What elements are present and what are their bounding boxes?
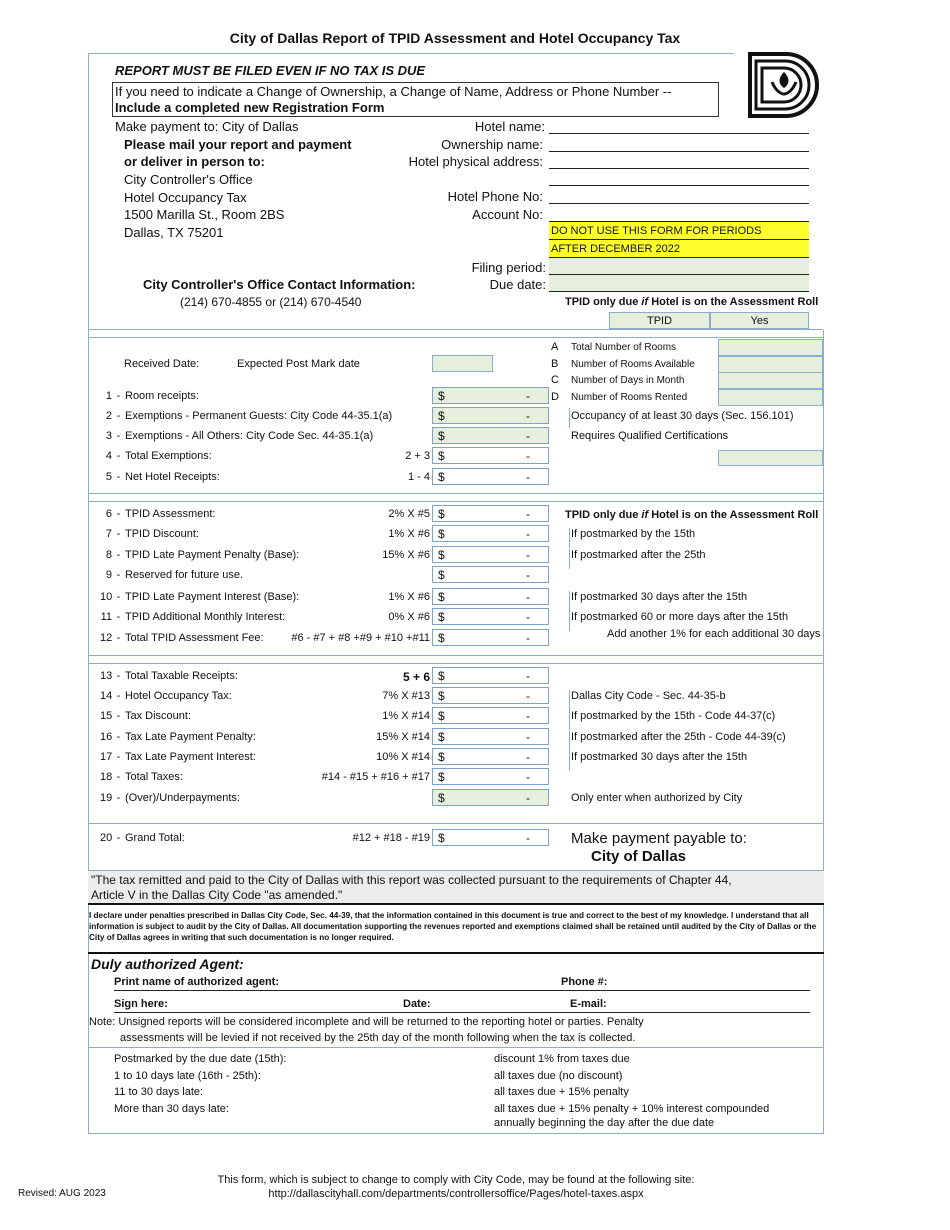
must-file-notice: REPORT MUST BE FILED EVEN IF NO TAX IS DUE xyxy=(115,63,426,78)
amount-field[interactable] xyxy=(432,387,549,404)
amount-field[interactable] xyxy=(432,789,549,806)
tpid-roll-heading-2: TPID only due if Hotel is on the Assessment Roll xyxy=(565,509,819,521)
line-note: Dallas City Code - Sec. 44-35-b xyxy=(571,690,726,702)
line-note: Requires Qualified Certifications xyxy=(571,430,729,442)
amount-field[interactable] xyxy=(432,588,549,605)
declaration-text: I declare under penalties prescribed in Dallas City Code, Sec. 44-39, that the information contained in this document is true and correct to the best of my knowledge. I understand that all information is subject to audit by the City of Dallas. All documentation supporting the revenues reported and exemptions claimed shall be retained until audited by the City of Dallas or the City of Dallas agrees in writing that such documentation is no longer required. xyxy=(89,911,817,942)
currency-sign: $ xyxy=(438,770,445,784)
room-label: Number of Days in Month xyxy=(571,375,685,386)
currency-sign: $ xyxy=(438,791,445,805)
physical-address-label: Hotel physical address: xyxy=(408,154,543,169)
schedule-when: Postmarked by the due date (15th): xyxy=(114,1053,287,1065)
amount-value: - xyxy=(526,527,530,541)
line-dash: - xyxy=(116,410,121,422)
line-dash: - xyxy=(116,591,121,603)
line-dash: - xyxy=(116,731,121,743)
line-label: Reserved for future use. xyxy=(125,569,244,581)
sign-here-label: Sign here: xyxy=(114,998,168,1010)
filing-period-field[interactable] xyxy=(549,258,809,275)
line-formula: 1% X #6 xyxy=(388,591,430,603)
schedule-what: all taxes due + 15% penalty + 10% interest compounded xyxy=(494,1103,770,1115)
line-dash: - xyxy=(116,528,121,540)
amount-field[interactable] xyxy=(432,748,549,765)
warning-line2: AFTER DECEMBER 2022 xyxy=(549,240,809,258)
amount-value: - xyxy=(526,507,530,521)
line-number: 10 xyxy=(100,591,113,603)
line-dash: - xyxy=(116,471,121,483)
line-number: 19 xyxy=(100,792,113,804)
amount-value: - xyxy=(526,429,530,443)
hotel-phone-label: Hotel Phone No: xyxy=(447,189,543,204)
amount-field[interactable] xyxy=(432,829,549,846)
amount-field[interactable] xyxy=(432,525,549,542)
line-number: 4 xyxy=(105,450,112,462)
line-label: Hotel Occupancy Tax: xyxy=(125,690,232,702)
line-number: 6 xyxy=(105,508,112,520)
line-item xyxy=(100,670,238,682)
line-number: 14 xyxy=(100,690,113,702)
line-number: 9 xyxy=(105,569,112,581)
line-number: 1 xyxy=(105,390,112,402)
account-no-label: Account No: xyxy=(472,207,543,222)
amount-field[interactable] xyxy=(432,468,549,485)
line-label: Total TPID Assessment Fee: xyxy=(125,632,264,644)
line-dash: - xyxy=(116,690,121,702)
line-dash: - xyxy=(116,569,121,581)
line-item xyxy=(100,471,220,483)
room-field[interactable] xyxy=(718,389,823,406)
line-dash: - xyxy=(116,771,121,783)
line-item xyxy=(100,569,243,581)
line-formula: #12 + #18 - #19 xyxy=(352,832,430,844)
currency-sign: $ xyxy=(438,429,445,443)
hotel-phone-field[interactable] xyxy=(549,203,809,204)
line-item xyxy=(100,611,285,623)
currency-sign: $ xyxy=(438,631,445,645)
tpid-roll-heading: TPID only due if Hotel is on the Assessment Roll xyxy=(565,296,819,308)
line-note: If postmarked 60 or more days after the 15th xyxy=(571,611,789,623)
city-of-dallas-logo-icon xyxy=(748,52,822,118)
received-date-field[interactable] xyxy=(432,355,493,372)
remit-line2: Article V in the Dallas City Code "as amended." xyxy=(91,888,343,902)
line-formula: 10% X #14 xyxy=(376,751,430,763)
line-label: Grand Total: xyxy=(125,832,185,844)
currency-sign: $ xyxy=(438,831,445,845)
line-item xyxy=(100,771,183,783)
tpid-value-cell[interactable]: Yes xyxy=(710,312,809,329)
schedule-what: all taxes due (no discount) xyxy=(494,1070,623,1082)
mail-line2: or deliver in person to: xyxy=(124,154,265,169)
line-label: (Over)/Underpayments: xyxy=(125,792,240,804)
currency-sign: $ xyxy=(438,507,445,521)
change-notice-box xyxy=(112,82,719,117)
ownership-name-field[interactable] xyxy=(549,151,809,152)
agent-heading: Duly authorized Agent: xyxy=(91,956,244,972)
line-item xyxy=(100,792,240,804)
line-formula: 5 + 6 xyxy=(402,670,430,684)
line-label: Total Exemptions: xyxy=(125,450,212,462)
line-note: If postmarked 30 days after the 15th xyxy=(571,591,748,603)
physical-address-field-2[interactable] xyxy=(549,185,809,186)
line-label: Tax Late Payment Penalty: xyxy=(125,731,256,743)
line-dash: - xyxy=(116,430,121,442)
line-label: Tax Late Payment Interest: xyxy=(125,751,256,763)
line-formula: 1% X #14 xyxy=(382,710,430,722)
line-item xyxy=(100,528,199,540)
amount-value: - xyxy=(526,409,530,423)
line-note: If postmarked 30 days after the 15th xyxy=(571,751,748,763)
payable-line2: City of Dallas xyxy=(591,848,687,865)
remit-line1: "The tax remitted and paid to the City of Dallas with this report was collected pursuant to the requirements of Chapter 44, xyxy=(91,873,732,887)
amount-value: - xyxy=(526,389,530,403)
currency-sign: $ xyxy=(438,568,445,582)
line-formula: 1% X #6 xyxy=(388,528,430,540)
currency-sign: $ xyxy=(438,669,445,683)
due-date-field[interactable] xyxy=(549,275,809,292)
amount-value: - xyxy=(526,831,530,845)
room-letter: D xyxy=(551,391,559,403)
note-12: Add another 1% for each additional 30 days xyxy=(607,628,821,640)
room-field[interactable] xyxy=(718,372,823,389)
line-number: 5 xyxy=(105,471,112,483)
make-payment-to: Make payment to: City of Dallas xyxy=(115,119,299,134)
amount-field[interactable] xyxy=(432,407,549,424)
line-formula: #14 - #15 + #16 + #17 xyxy=(321,771,430,783)
line-number: 18 xyxy=(100,771,113,783)
room-letter: B xyxy=(551,358,559,370)
line-item xyxy=(100,731,256,743)
line-note: If postmarked after the 25th xyxy=(571,549,706,561)
line-dash: - xyxy=(116,670,121,682)
revised-date: Revised: AUG 2023 xyxy=(18,1188,106,1199)
currency-sign: $ xyxy=(438,730,445,744)
line-formula: 15% X #6 xyxy=(382,549,430,561)
line-formula: 7% X #13 xyxy=(382,690,430,702)
line-item xyxy=(100,450,212,462)
amount-field[interactable] xyxy=(432,728,549,745)
warning-line1: DO NOT USE THIS FORM FOR PERIODS xyxy=(549,222,809,240)
print-name-label: Print name of authorized agent: xyxy=(114,976,280,988)
payable-line1: Make payment payable to: xyxy=(571,830,747,847)
room-letter: A xyxy=(551,341,559,353)
amount-value: - xyxy=(526,631,530,645)
amount-value: - xyxy=(526,750,530,764)
line-label: Exemptions - All Others: City Code Sec. 44-35.1(a) xyxy=(125,430,374,442)
line-number: 20 xyxy=(100,832,113,844)
room-label: Number of Rooms Rented xyxy=(571,392,688,403)
schedule-what-cont: annually beginning the day after the due date xyxy=(494,1117,715,1129)
amount-field[interactable] xyxy=(432,707,549,724)
contact-heading: City Controller's Office Contact Information: xyxy=(143,277,416,292)
amount-value: - xyxy=(526,449,530,463)
line-formula: 2% X #5 xyxy=(388,508,430,520)
line-number: 2 xyxy=(105,410,112,422)
filing-period-label: Filing period: xyxy=(471,260,546,275)
contact-phones: (214) 670-4855 or (214) 670-4540 xyxy=(180,295,362,309)
line-dash: - xyxy=(116,632,121,644)
line-number: 15 xyxy=(100,710,113,722)
hotel-name-label: Hotel name: xyxy=(474,119,545,134)
amount-value: - xyxy=(526,791,530,805)
line-note: If postmarked by the 15th xyxy=(571,528,696,540)
amount-value: - xyxy=(526,590,530,604)
amount-field[interactable] xyxy=(432,629,549,646)
line-formula: 0% X #6 xyxy=(388,611,430,623)
amount-field[interactable] xyxy=(432,447,549,464)
line-label: Total Taxes: xyxy=(125,771,183,783)
room-label: Number of Rooms Available xyxy=(571,359,695,370)
address-line1: City Controller's Office xyxy=(124,172,253,187)
amount-field[interactable] xyxy=(432,505,549,522)
line-dash: - xyxy=(116,751,121,763)
line-label: TPID Additional Monthly Interest: xyxy=(125,611,286,623)
line-formula: 15% X #14 xyxy=(376,731,430,743)
line-note: Occupancy of at least 30 days (Sec. 156.101) xyxy=(571,410,794,422)
currency-sign: $ xyxy=(438,389,445,403)
phone-label: Phone #: xyxy=(561,976,608,988)
line-dash: - xyxy=(116,710,121,722)
line-number: 13 xyxy=(100,670,113,682)
currency-sign: $ xyxy=(438,750,445,764)
exemption-aux-field[interactable] xyxy=(718,450,823,466)
line-item xyxy=(100,710,191,722)
amount-value: - xyxy=(526,568,530,582)
date-label: Date: xyxy=(403,998,431,1010)
line-label: TPID Late Payment Interest (Base): xyxy=(125,591,300,603)
line-number: 3 xyxy=(105,430,112,442)
line-label: Room receipts: xyxy=(125,390,199,402)
line-item xyxy=(100,508,215,520)
line-dash: - xyxy=(116,611,121,623)
amount-field[interactable] xyxy=(432,687,549,704)
line-note: If postmarked by the 15th - Code 44-37(c) xyxy=(571,710,776,722)
note-line2: assessments will be levied if not received by the 25th day of the month following when the tax is collected. xyxy=(120,1032,636,1044)
amount-field[interactable] xyxy=(432,427,549,444)
schedule-when: 11 to 30 days late: xyxy=(114,1086,204,1098)
line-label: Total Taxable Receipts: xyxy=(125,670,238,682)
mail-line1: Please mail your report and payment xyxy=(124,137,352,152)
amount-field[interactable] xyxy=(432,546,549,563)
line-number: 17 xyxy=(100,751,113,763)
line-number: 12 xyxy=(100,632,113,644)
amount-field[interactable] xyxy=(432,608,549,625)
line-dash: - xyxy=(116,390,121,402)
currency-sign: $ xyxy=(438,590,445,604)
schedule-what: discount 1% from taxes due xyxy=(494,1053,630,1065)
physical-address-field[interactable] xyxy=(549,168,809,169)
amount-value: - xyxy=(526,548,530,562)
tpid-label-cell: TPID xyxy=(609,312,710,329)
line-label: TPID Discount: xyxy=(125,528,199,540)
page-title: City of Dallas Report of TPID Assessment and Hotel Occupancy Tax xyxy=(229,30,681,46)
line-label: TPID Late Payment Penalty (Base): xyxy=(125,549,300,561)
expected-postmark-label: Expected Post Mark date xyxy=(237,358,360,370)
due-date-label: Due date: xyxy=(489,277,546,292)
line-item xyxy=(100,632,264,644)
amount-value: - xyxy=(526,709,530,723)
line-item xyxy=(100,410,392,422)
amount-value: - xyxy=(526,669,530,683)
address-line3: 1500 Marilla St., Room 2BS xyxy=(124,207,285,222)
footer-url[interactable]: http://dallascityhall.com/departments/controllersoffice/Pages/hotel-taxes.aspx xyxy=(268,1188,644,1200)
amount-value: - xyxy=(526,470,530,484)
note-line1: Note: Unsigned reports will be considered incomplete and will be returned to the reporting hotel or parties. Penalty xyxy=(89,1016,644,1028)
amount-field[interactable] xyxy=(432,667,549,684)
hotel-name-field[interactable] xyxy=(549,133,809,134)
signature-field[interactable] xyxy=(114,1012,810,1013)
line-dash: - xyxy=(116,549,121,561)
line-number: 7 xyxy=(105,528,112,540)
address-line2: Hotel Occupancy Tax xyxy=(124,190,247,205)
room-label: Total Number of Rooms xyxy=(571,342,677,353)
line-label: TPID Assessment: xyxy=(125,508,216,520)
line-formula: 2 + 3 xyxy=(405,450,430,462)
footer-line1: This form, which is subject to change to comply with City Code, may be found at the following site: xyxy=(217,1174,695,1186)
line-item xyxy=(100,430,373,442)
line-note: If postmarked after the 25th - Code 44-39(c) xyxy=(571,731,786,743)
amount-field[interactable] xyxy=(432,768,549,785)
room-field[interactable] xyxy=(718,356,823,373)
amount-value: - xyxy=(526,610,530,624)
currency-sign: $ xyxy=(438,449,445,463)
line-item xyxy=(100,390,199,402)
email-label: E-mail: xyxy=(570,998,607,1010)
print-name-field[interactable] xyxy=(114,990,810,991)
received-date-label: Received Date: xyxy=(124,358,200,370)
line-number: 8 xyxy=(105,549,112,561)
line-label: Tax Discount: xyxy=(125,710,192,722)
line-label: Exemptions - Permanent Guests: City Code 44-35.1(a) xyxy=(125,410,393,422)
line-item xyxy=(100,832,185,844)
line-dash: - xyxy=(116,450,121,462)
schedule-when: More than 30 days late: xyxy=(114,1103,229,1115)
room-field[interactable] xyxy=(718,339,823,356)
schedule-what: all taxes due + 15% penalty xyxy=(494,1086,629,1098)
line-item xyxy=(100,690,232,702)
currency-sign: $ xyxy=(438,470,445,484)
line-dash: - xyxy=(116,792,121,804)
currency-sign: $ xyxy=(438,610,445,624)
line-item xyxy=(100,751,256,763)
line-number: 16 xyxy=(100,731,113,743)
amount-value: - xyxy=(526,689,530,703)
currency-sign: $ xyxy=(438,548,445,562)
line-note: Only enter when authorized by City xyxy=(571,792,743,804)
currency-sign: $ xyxy=(438,689,445,703)
line-formula: #6 - #7 + #8 +#9 + #10 +#11 xyxy=(291,632,430,644)
currency-sign: $ xyxy=(438,409,445,423)
line-label: Net Hotel Receipts: xyxy=(125,471,220,483)
line-dash: - xyxy=(116,832,121,844)
line-dash: - xyxy=(116,508,121,520)
line-number: 11 xyxy=(100,611,112,623)
amount-value: - xyxy=(526,730,530,744)
change-notice-line2: Include a completed new Registration Form xyxy=(115,100,385,115)
ownership-name-label: Ownership name: xyxy=(441,137,543,152)
address-line4: Dallas, TX 75201 xyxy=(124,225,224,240)
amount-value: - xyxy=(526,770,530,784)
currency-sign: $ xyxy=(438,527,445,541)
line-formula: 1 - 4 xyxy=(407,471,430,483)
change-notice-line1: If you need to indicate a Change of Ownership, a Change of Name, Address or Phone Number -- xyxy=(115,84,672,99)
schedule-when: 1 to 10 days late (16th - 25th): xyxy=(114,1070,261,1082)
remit-statement-box xyxy=(88,870,824,903)
room-letter: C xyxy=(551,374,559,386)
amount-field[interactable] xyxy=(432,566,549,583)
currency-sign: $ xyxy=(438,709,445,723)
